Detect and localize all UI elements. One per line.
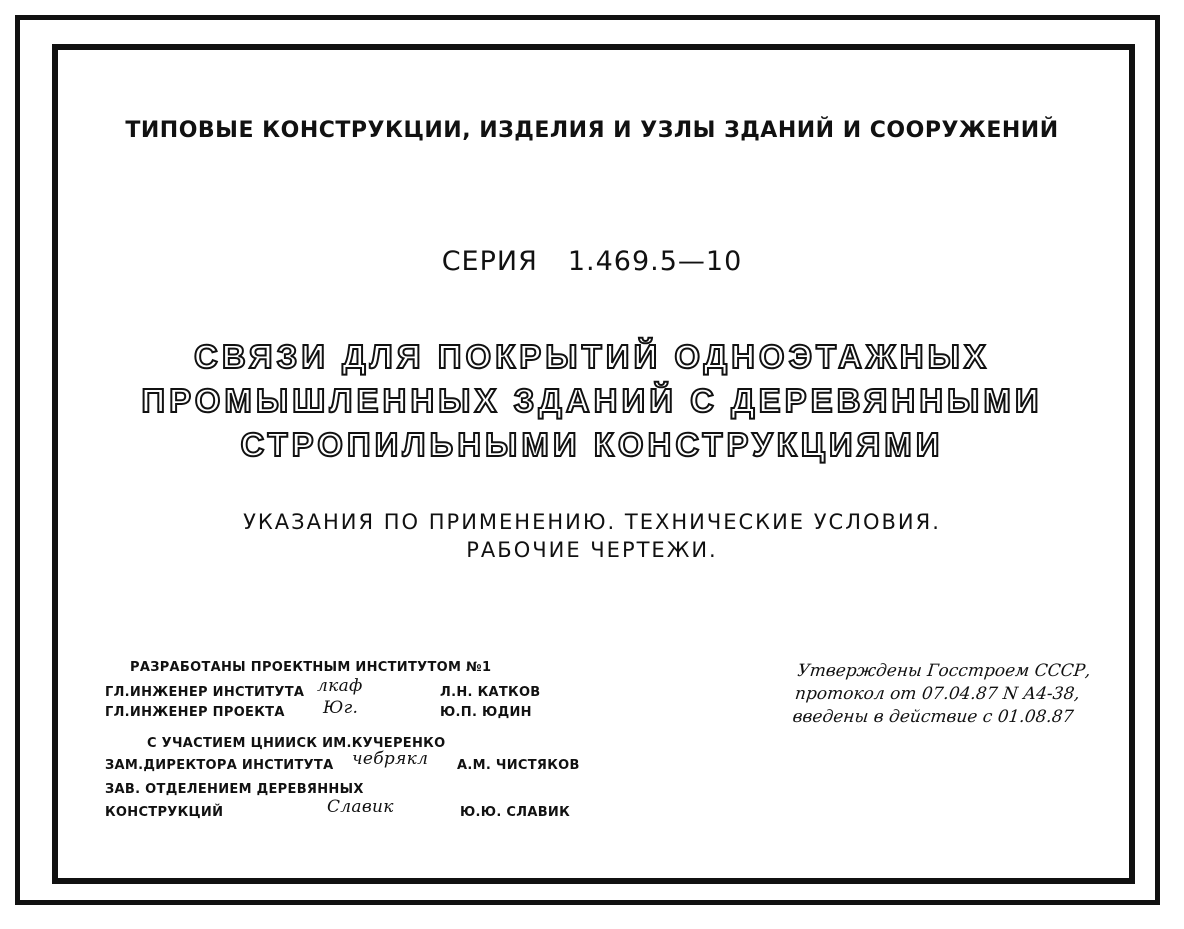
chief-engineer-institute-name: Л.Н. КАТКОВ xyxy=(440,685,541,700)
deputy-director-signature: чебрякл xyxy=(352,749,429,769)
developed-by: РАЗРАБОТАНЫ ПРОЕКТНЫМ ИНСТИТУТОМ №1 xyxy=(130,660,492,675)
title-line-2: ПРОМЫШЛЕННЫХ ЗДАНИЙ С ДЕРЕВЯННЫМИ xyxy=(141,382,1043,419)
deputy-director-role: ЗАМ.ДИРЕКТОРА ИНСТИТУТА xyxy=(105,758,334,773)
series-line xyxy=(0,246,1184,277)
approval-line-1: Утверждены Госстроем СССР, xyxy=(796,661,1092,681)
chief-engineer-project-signature: Юг. xyxy=(323,698,359,718)
series-number: 1.469.5—10 xyxy=(567,246,743,277)
head-department-role-line2: КОНСТРУКЦИЙ xyxy=(105,805,224,820)
approval-line-2: протокол от 07.04.87 N А4-38, xyxy=(794,684,1081,704)
subtitle-line-1: УКАЗАНИЯ ПО ПРИМЕНЕНИЮ. ТЕХНИЧЕСКИЕ УСЛОВИЯ. xyxy=(243,510,941,534)
approval-line-3: введены в действие с 01.08.87 xyxy=(791,707,1075,727)
series-label: СЕРИЯ xyxy=(441,246,538,277)
head-department-name: Ю.Ю. СЛАВИК xyxy=(460,805,571,820)
participation-line: С УЧАСТИЕМ ЦНИИСК ИМ.КУЧЕРЕНКО xyxy=(147,736,446,751)
chief-engineer-project-name: Ю.П. ЮДИН xyxy=(440,705,532,720)
chief-engineer-institute-role: ГЛ.ИНЖЕНЕР ИНСТИТУТА xyxy=(105,685,305,700)
head-department-role-line1: ЗАВ. ОТДЕЛЕНИЕМ ДЕРЕВЯННЫХ xyxy=(105,782,364,797)
title-line-3: СТРОПИЛЬНЫМИ КОНСТРУКЦИЯМИ xyxy=(240,426,944,463)
deputy-director-name: А.М. ЧИСТЯКОВ xyxy=(457,758,580,773)
title-line-1: СВЯЗИ ДЛЯ ПОКРЫТИЙ ОДНОЭТАЖНЫХ xyxy=(194,338,990,375)
approval-note xyxy=(791,660,1091,729)
subtitle-line-2: РАБОЧИЕ ЧЕРТЕЖИ. xyxy=(466,538,718,562)
chief-engineer-institute-signature: лкаф xyxy=(317,676,363,696)
chief-engineer-project-role: ГЛ.ИНЖЕНЕР ПРОЕКТА xyxy=(105,705,285,720)
document-category-header: ТИПОВЫЕ КОНСТРУКЦИИ, ИЗДЕЛИЯ И УЗЛЫ ЗДАНИЙ И СООРУЖЕНИЙ xyxy=(125,118,1059,143)
main-title xyxy=(0,335,1184,467)
head-department-signature: Славик xyxy=(327,797,394,817)
